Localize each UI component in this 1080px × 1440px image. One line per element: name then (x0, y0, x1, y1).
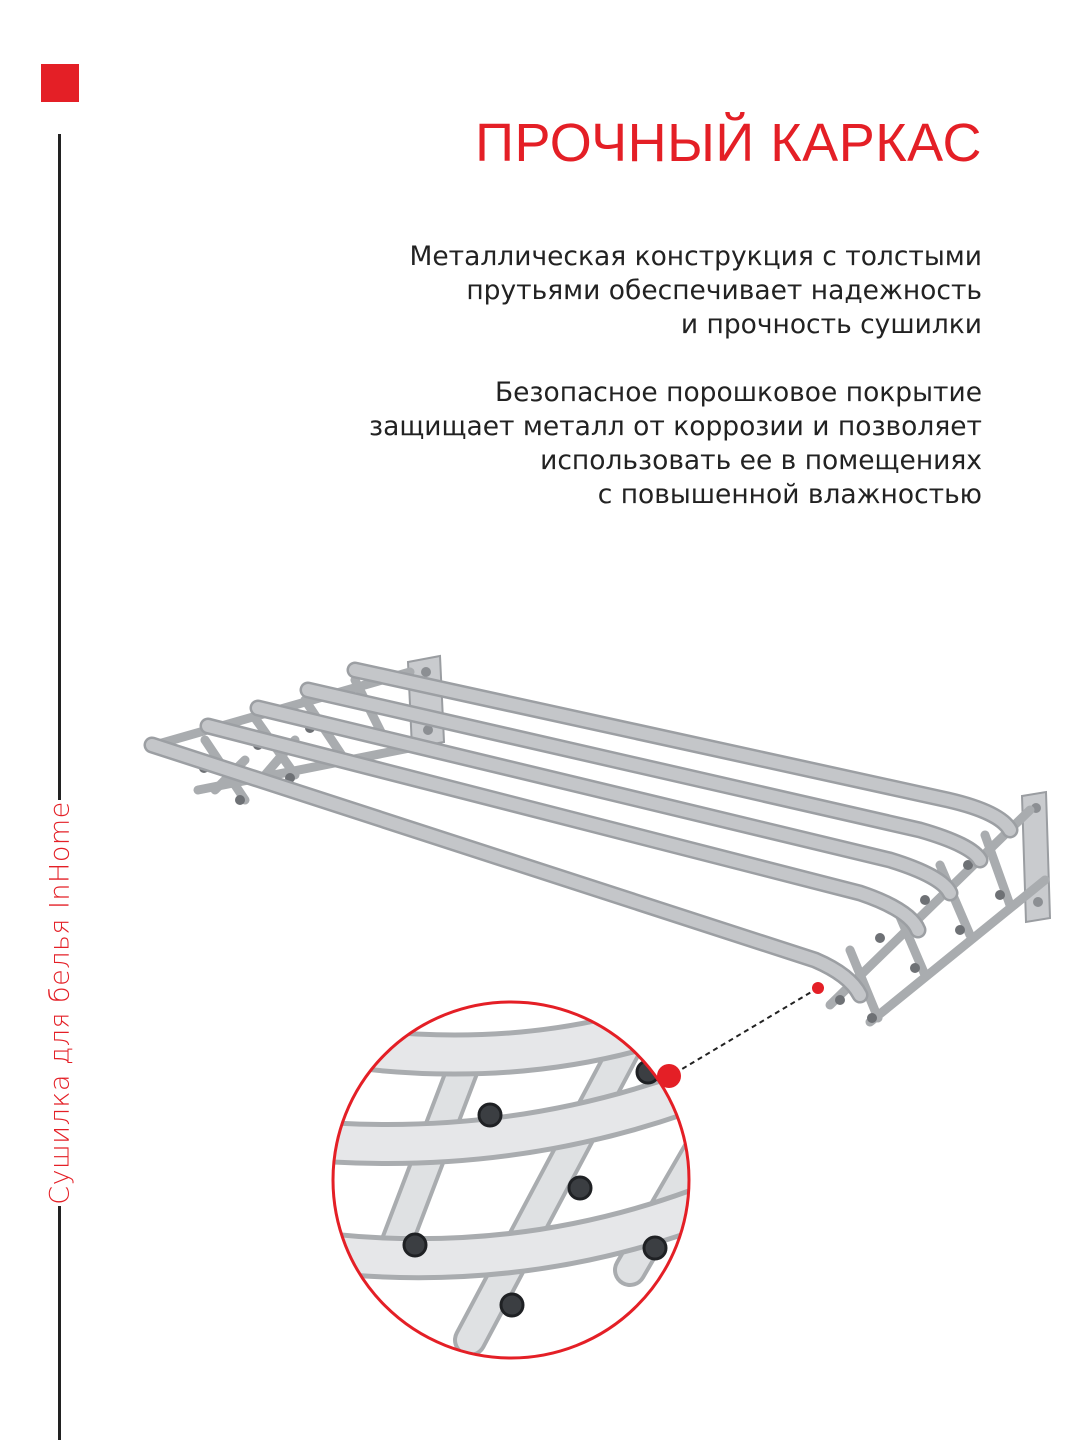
page-title: ПРОЧНЫЙ КАРКАС (475, 113, 982, 173)
drying-rack-illustration (0, 600, 1080, 1440)
zoom-connector-line (672, 988, 818, 1075)
brand-red-square (41, 64, 79, 102)
description-line: с повышенной влажностью (597, 479, 982, 510)
description-paragraph-2 (369, 376, 982, 512)
side-brand-label: Сушилка для белья InHome (44, 801, 76, 1205)
zoom-origin-dot (812, 982, 824, 994)
rack-bars (152, 670, 1010, 995)
zoom-detail (300, 1002, 740, 1358)
description-line: и прочность сушилки (680, 309, 982, 340)
description-paragraph-1 (410, 240, 983, 342)
description-line: прутьями обеспечивает надежность (466, 275, 982, 306)
description-line: защищает металл от коррозии и позволяет (369, 411, 982, 442)
zoom-marker-dot (657, 1064, 681, 1088)
description-line: Металлическая конструкция с толстыми (409, 241, 982, 272)
description-line: использовать ее в помещениях (540, 445, 982, 476)
description-line: Безопасное порошковое покрытие (494, 377, 982, 408)
